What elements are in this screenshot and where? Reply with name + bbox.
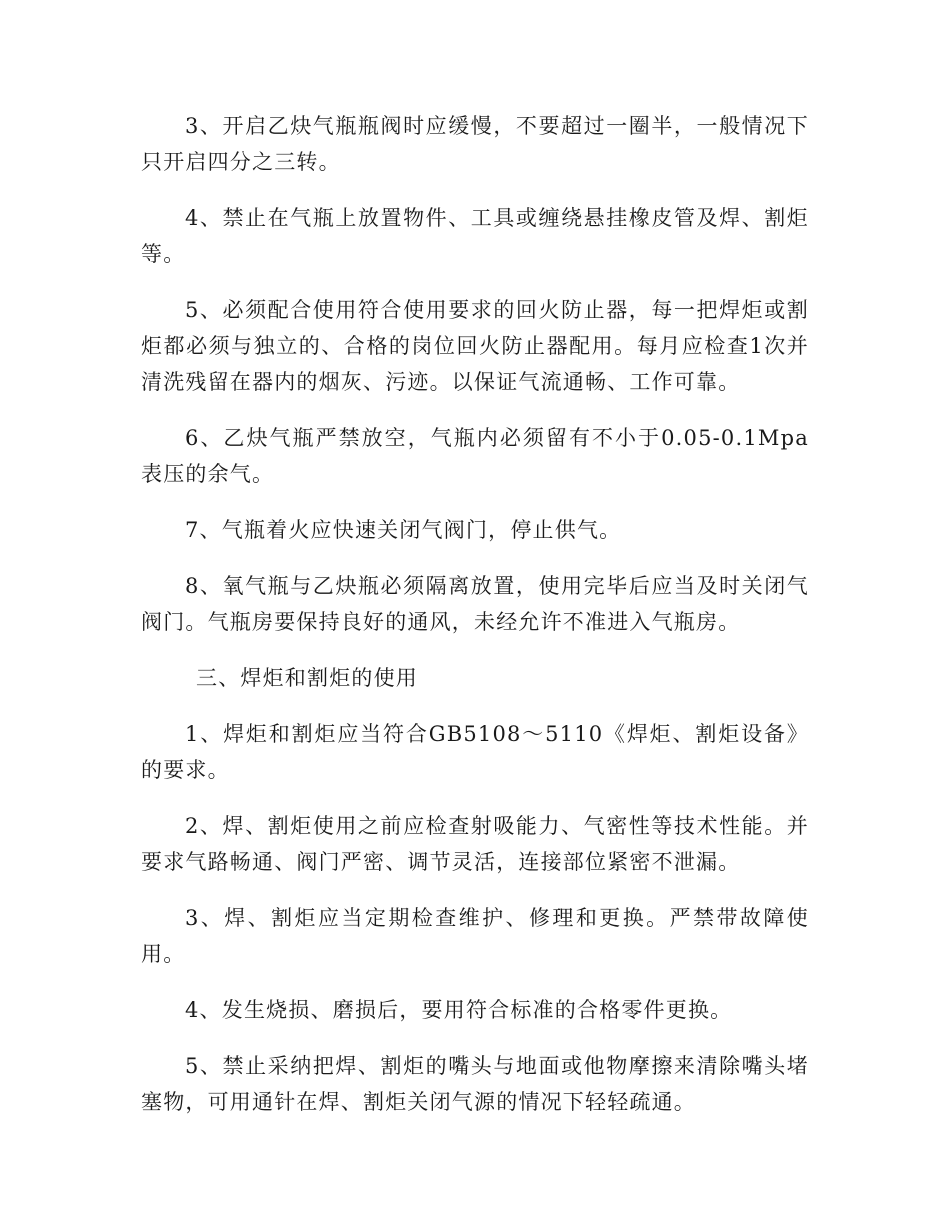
paragraph-torch-4-replacement: 4、发生烧损、磨损后，要用符合标准的合格零件更换。	[185, 998, 733, 1022]
paragraph-item-8-cylinder-separation: 8、氧气瓶与乙炔瓶必须隔离放置，使用完毕后应当及时关闭气阀门。气瓶房要保持良好的通风，未经允许不准进入气瓶房。	[141, 574, 809, 634]
paragraph-torch-1-standard: 1、焊炬和割炬应当符合GB5108～5110《焊炬、割炬设备》的要求。	[141, 722, 809, 782]
paragraph-item-3-acetylene-valve: 3、开启乙炔气瓶瓶阀时应缓慢，不要超过一圈半，一般情况下只开启四分之三转。	[141, 114, 809, 174]
paragraph-item-7-cylinder-fire: 7、气瓶着火应快速关闭气阀门，停止供气。	[185, 518, 622, 542]
paragraph-torch-5-nozzle-cleaning: 5、禁止采纳把焊、割炬的嘴头与地面或他物摩擦来清除嘴头堵塞物，可用通针在焊、割炬关闭气源的情况下轻轻疏通。	[141, 1054, 809, 1114]
paragraph-item-6-residual-gas: 6、乙炔气瓶严禁放空，气瓶内必须留有不小于0.05-0.1Mpa表压的余气。	[141, 426, 809, 486]
paragraph-item-4-no-objects-on-cylinder: 4、禁止在气瓶上放置物件、工具或缠绕悬挂橡皮管及焊、割炬等。	[141, 206, 809, 266]
paragraph-torch-3-maintenance: 3、焊、割炬应当定期检查维护、修理和更换。严禁带故障使用。	[141, 906, 809, 966]
document-body	[141, 108, 809, 1140]
paragraph-torch-2-inspection: 2、焊、割炬使用之前应检查射吸能力、气密性等技术性能。并要求气路畅通、阀门严密、调节灵活，连接部位紧密不泄漏。	[141, 814, 809, 874]
section-heading-torch-use: 三、焊炬和割炬的使用	[196, 666, 418, 690]
paragraph-item-5-flashback-arrestor: 5、必须配合使用符合使用要求的回火防止器，每一把焊炬或割炬都必须与独立的、合格的岗位回火防止器配用。每月应检查1次并清洗残留在器内的烟灰、污迹。以保证气流通畅、工作可靠。	[141, 298, 809, 394]
